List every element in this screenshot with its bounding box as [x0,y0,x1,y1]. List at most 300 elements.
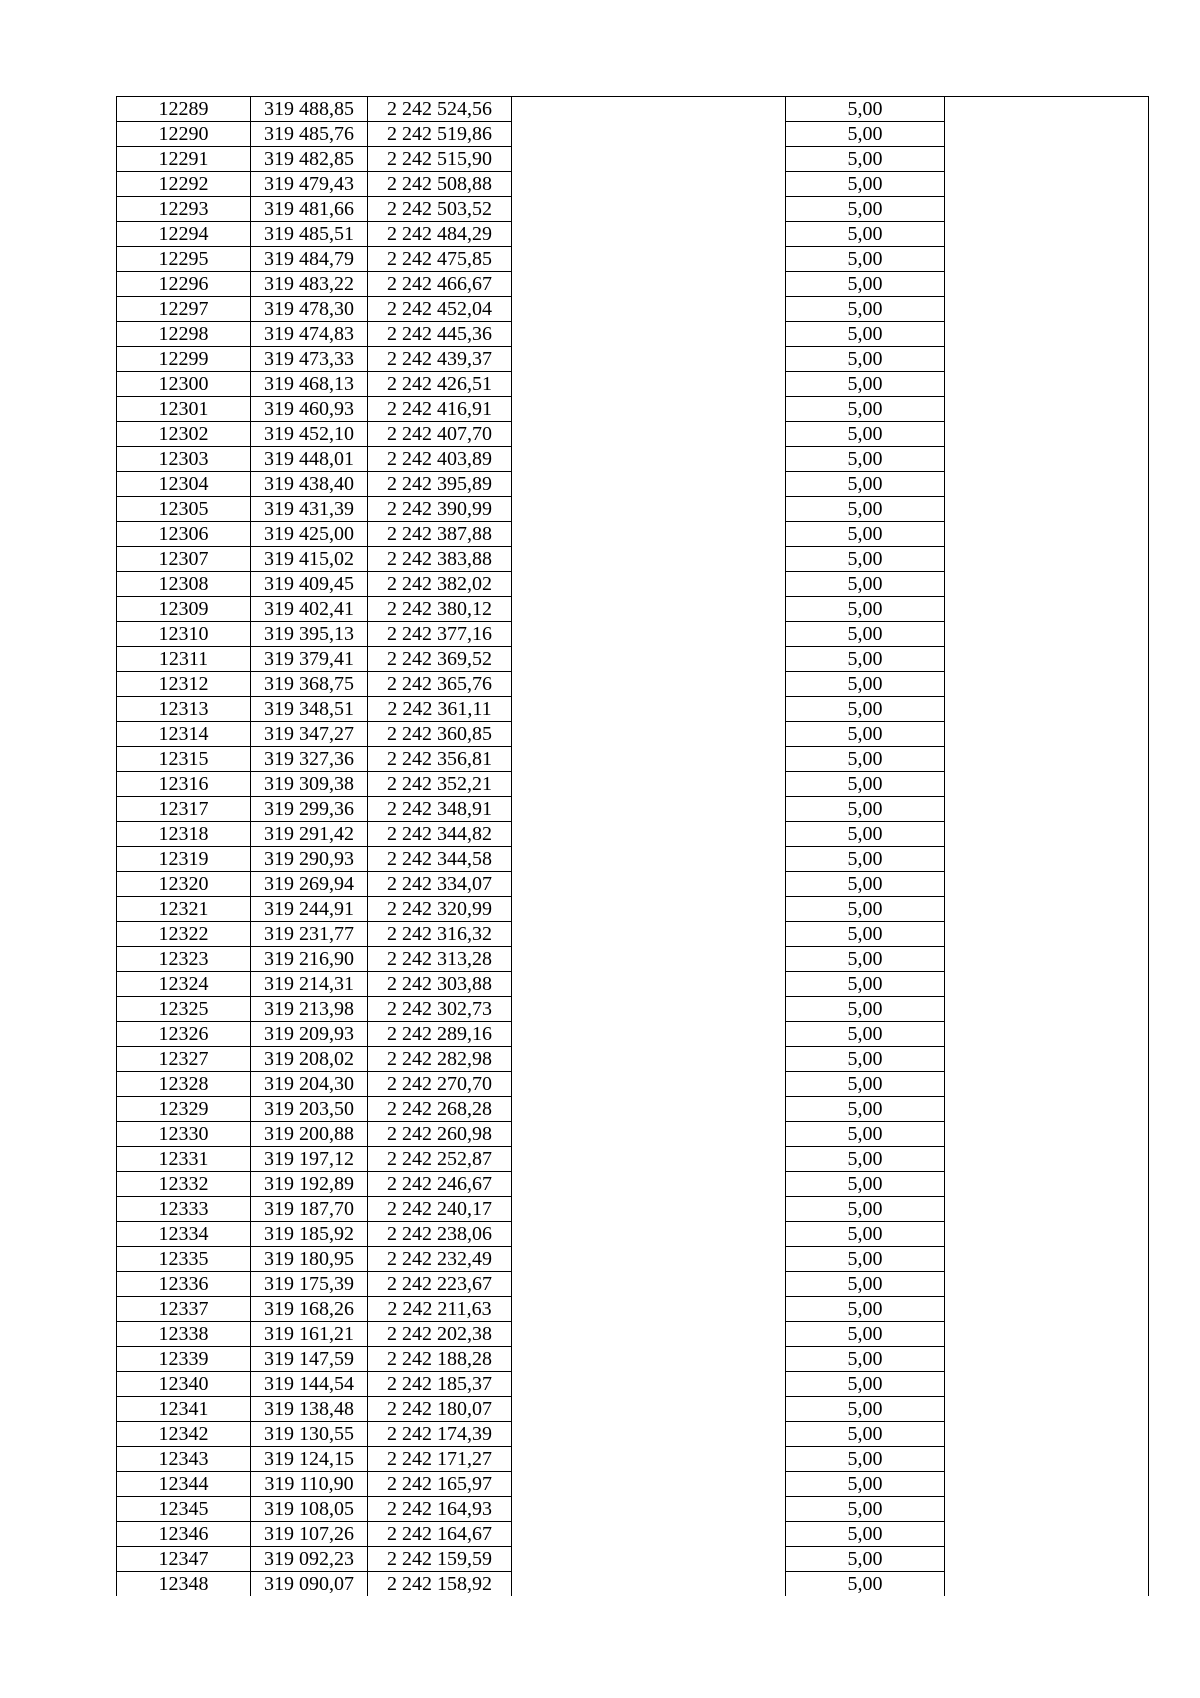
blank-cell [512,622,786,647]
point-number-cell: 12339 [117,1347,251,1372]
y-coordinate-cell: 2 242 416,91 [368,397,512,422]
accuracy-cell: 5,00 [786,672,945,697]
accuracy-cell: 5,00 [786,947,945,972]
table-row [117,1322,1149,1347]
note-cell [945,1572,1149,1597]
x-coordinate-cell: 319 431,39 [251,497,368,522]
accuracy-cell: 5,00 [786,1247,945,1272]
note-cell [945,872,1149,897]
table-row [117,1122,1149,1147]
note-cell [945,472,1149,497]
blank-cell [512,397,786,422]
coordinates-table-body [117,97,1149,1597]
table-row [117,1072,1149,1097]
note-cell [945,147,1149,172]
note-cell [945,597,1149,622]
table-row [117,297,1149,322]
accuracy-cell: 5,00 [786,847,945,872]
table-row [117,172,1149,197]
accuracy-cell: 5,00 [786,1472,945,1497]
table-row [117,1522,1149,1547]
table-row [117,947,1149,972]
note-cell [945,897,1149,922]
accuracy-cell: 5,00 [786,372,945,397]
table-row [117,1347,1149,1372]
x-coordinate-cell: 319 216,90 [251,947,368,972]
y-coordinate-cell: 2 242 320,99 [368,897,512,922]
point-number-cell: 12303 [117,447,251,472]
table-row [117,597,1149,622]
point-number-cell: 12291 [117,147,251,172]
note-cell [945,397,1149,422]
accuracy-cell: 5,00 [786,1222,945,1247]
accuracy-cell: 5,00 [786,772,945,797]
table-row [117,147,1149,172]
accuracy-cell: 5,00 [786,122,945,147]
y-coordinate-cell: 2 242 475,85 [368,247,512,272]
blank-cell [512,822,786,847]
note-cell [945,1222,1149,1247]
note-cell [945,272,1149,297]
note-cell [945,1372,1149,1397]
point-number-cell: 12298 [117,322,251,347]
accuracy-cell: 5,00 [786,597,945,622]
x-coordinate-cell: 319 269,94 [251,872,368,897]
blank-cell [512,847,786,872]
y-coordinate-cell: 2 242 484,29 [368,222,512,247]
table-row [117,872,1149,897]
point-number-cell: 12344 [117,1472,251,1497]
blank-cell [512,472,786,497]
note-cell [945,1022,1149,1047]
note-cell [945,97,1149,122]
point-number-cell: 12313 [117,697,251,722]
x-coordinate-cell: 319 479,43 [251,172,368,197]
y-coordinate-cell: 2 242 268,28 [368,1097,512,1122]
x-coordinate-cell: 319 488,85 [251,97,368,122]
blank-cell [512,97,786,122]
table-row [117,1022,1149,1047]
note-cell [945,1122,1149,1147]
point-number-cell: 12327 [117,1047,251,1072]
table-row [117,272,1149,297]
x-coordinate-cell: 319 203,50 [251,1097,368,1122]
y-coordinate-cell: 2 242 360,85 [368,722,512,747]
table-row [117,747,1149,772]
x-coordinate-cell: 319 485,76 [251,122,368,147]
note-cell [945,822,1149,847]
table-row [117,1472,1149,1497]
note-cell [945,197,1149,222]
blank-cell [512,1297,786,1322]
table-row [117,1247,1149,1272]
blank-cell [512,672,786,697]
accuracy-cell: 5,00 [786,897,945,922]
y-coordinate-cell: 2 242 508,88 [368,172,512,197]
table-row [117,472,1149,497]
note-cell [945,997,1149,1022]
blank-cell [512,297,786,322]
point-number-cell: 12317 [117,797,251,822]
x-coordinate-cell: 319 348,51 [251,697,368,722]
blank-cell [512,247,786,272]
point-number-cell: 12296 [117,272,251,297]
table-row [117,572,1149,597]
blank-cell [512,1472,786,1497]
y-coordinate-cell: 2 242 316,32 [368,922,512,947]
x-coordinate-cell: 319 138,48 [251,1397,368,1422]
table-row [117,347,1149,372]
x-coordinate-cell: 319 192,89 [251,1172,368,1197]
y-coordinate-cell: 2 242 452,04 [368,297,512,322]
point-number-cell: 12333 [117,1197,251,1222]
y-coordinate-cell: 2 242 377,16 [368,622,512,647]
blank-cell [512,997,786,1022]
note-cell [945,447,1149,472]
table-row [117,1147,1149,1172]
x-coordinate-cell: 319 379,41 [251,647,368,672]
note-cell [945,522,1149,547]
blank-cell [512,1097,786,1122]
x-coordinate-cell: 319 187,70 [251,1197,368,1222]
table-row [117,997,1149,1022]
point-number-cell: 12289 [117,97,251,122]
blank-cell [512,1522,786,1547]
y-coordinate-cell: 2 242 282,98 [368,1047,512,1072]
blank-cell [512,1547,786,1572]
y-coordinate-cell: 2 242 171,27 [368,1447,512,1472]
accuracy-cell: 5,00 [786,1547,945,1572]
x-coordinate-cell: 319 395,13 [251,622,368,647]
point-number-cell: 12295 [117,247,251,272]
table-row [117,422,1149,447]
table-row [117,972,1149,997]
note-cell [945,1172,1149,1197]
note-cell [945,1472,1149,1497]
x-coordinate-cell: 319 481,66 [251,197,368,222]
point-number-cell: 12320 [117,872,251,897]
x-coordinate-cell: 319 147,59 [251,1347,368,1372]
note-cell [945,747,1149,772]
accuracy-cell: 5,00 [786,1522,945,1547]
y-coordinate-cell: 2 242 188,28 [368,1347,512,1372]
note-cell [945,297,1149,322]
y-coordinate-cell: 2 242 382,02 [368,572,512,597]
point-number-cell: 12305 [117,497,251,522]
accuracy-cell: 5,00 [786,697,945,722]
blank-cell [512,1447,786,1472]
point-number-cell: 12292 [117,172,251,197]
x-coordinate-cell: 319 110,90 [251,1472,368,1497]
x-coordinate-cell: 319 231,77 [251,922,368,947]
accuracy-cell: 5,00 [786,1072,945,1097]
y-coordinate-cell: 2 242 403,89 [368,447,512,472]
note-cell [945,1322,1149,1347]
table-row [117,1222,1149,1247]
point-number-cell: 12343 [117,1447,251,1472]
accuracy-cell: 5,00 [786,522,945,547]
x-coordinate-cell: 319 209,93 [251,1022,368,1047]
point-number-cell: 12341 [117,1397,251,1422]
blank-cell [512,147,786,172]
y-coordinate-cell: 2 242 232,49 [368,1247,512,1272]
x-coordinate-cell: 319 473,33 [251,347,368,372]
table-row [117,1172,1149,1197]
accuracy-cell: 5,00 [786,822,945,847]
accuracy-cell: 5,00 [786,797,945,822]
note-cell [945,672,1149,697]
y-coordinate-cell: 2 242 439,37 [368,347,512,372]
x-coordinate-cell: 319 290,93 [251,847,368,872]
point-number-cell: 12297 [117,297,251,322]
y-coordinate-cell: 2 242 252,87 [368,1147,512,1172]
y-coordinate-cell: 2 242 158,92 [368,1572,512,1597]
table-row [117,1047,1149,1072]
point-number-cell: 12314 [117,722,251,747]
x-coordinate-cell: 319 161,21 [251,1322,368,1347]
x-coordinate-cell: 319 402,41 [251,597,368,622]
y-coordinate-cell: 2 242 356,81 [368,747,512,772]
note-cell [945,1197,1149,1222]
y-coordinate-cell: 2 242 361,11 [368,697,512,722]
y-coordinate-cell: 2 242 302,73 [368,997,512,1022]
point-number-cell: 12300 [117,372,251,397]
x-coordinate-cell: 319 124,15 [251,1447,368,1472]
y-coordinate-cell: 2 242 270,70 [368,1072,512,1097]
note-cell [945,1047,1149,1072]
table-row [117,697,1149,722]
table-row [117,772,1149,797]
x-coordinate-cell: 319 460,93 [251,397,368,422]
x-coordinate-cell: 319 483,22 [251,272,368,297]
point-number-cell: 12347 [117,1547,251,1572]
note-cell [945,922,1149,947]
point-number-cell: 12326 [117,1022,251,1047]
note-cell [945,247,1149,272]
blank-cell [512,447,786,472]
blank-cell [512,1072,786,1097]
point-number-cell: 12336 [117,1272,251,1297]
point-number-cell: 12328 [117,1072,251,1097]
y-coordinate-cell: 2 242 159,59 [368,1547,512,1572]
note-cell [945,322,1149,347]
point-number-cell: 12322 [117,922,251,947]
note-cell [945,347,1149,372]
x-coordinate-cell: 319 244,91 [251,897,368,922]
point-number-cell: 12325 [117,997,251,1022]
accuracy-cell: 5,00 [786,1097,945,1122]
blank-cell [512,1022,786,1047]
y-coordinate-cell: 2 242 344,58 [368,847,512,872]
note-cell [945,222,1149,247]
point-number-cell: 12321 [117,897,251,922]
x-coordinate-cell: 319 130,55 [251,1422,368,1447]
x-coordinate-cell: 319 291,42 [251,822,368,847]
point-number-cell: 12330 [117,1122,251,1147]
point-number-cell: 12319 [117,847,251,872]
accuracy-cell: 5,00 [786,1497,945,1522]
point-number-cell: 12335 [117,1247,251,1272]
point-number-cell: 12329 [117,1097,251,1122]
accuracy-cell: 5,00 [786,922,945,947]
point-number-cell: 12331 [117,1147,251,1172]
x-coordinate-cell: 319 409,45 [251,572,368,597]
note-cell [945,847,1149,872]
x-coordinate-cell: 319 185,92 [251,1222,368,1247]
table-row [117,197,1149,222]
blank-cell [512,1397,786,1422]
blank-cell [512,897,786,922]
accuracy-cell: 5,00 [786,1422,945,1447]
table-row [117,497,1149,522]
table-row [117,1272,1149,1297]
blank-cell [512,872,786,897]
x-coordinate-cell: 319 107,26 [251,1522,368,1547]
accuracy-cell: 5,00 [786,247,945,272]
y-coordinate-cell: 2 242 524,56 [368,97,512,122]
accuracy-cell: 5,00 [786,1572,945,1597]
y-coordinate-cell: 2 242 164,93 [368,1497,512,1522]
blank-cell [512,1222,786,1247]
point-number-cell: 12348 [117,1572,251,1597]
accuracy-cell: 5,00 [786,397,945,422]
accuracy-cell: 5,00 [786,1272,945,1297]
blank-cell [512,597,786,622]
table-row [117,822,1149,847]
table-row [117,897,1149,922]
blank-cell [512,1122,786,1147]
point-number-cell: 12332 [117,1172,251,1197]
table-row [117,397,1149,422]
point-number-cell: 12308 [117,572,251,597]
point-number-cell: 12293 [117,197,251,222]
accuracy-cell: 5,00 [786,222,945,247]
blank-cell [512,497,786,522]
y-coordinate-cell: 2 242 202,38 [368,1322,512,1347]
y-coordinate-cell: 2 242 348,91 [368,797,512,822]
table-row [117,1422,1149,1447]
blank-cell [512,122,786,147]
accuracy-cell: 5,00 [786,747,945,772]
y-coordinate-cell: 2 242 223,67 [368,1272,512,1297]
y-coordinate-cell: 2 242 407,70 [368,422,512,447]
point-number-cell: 12306 [117,522,251,547]
x-coordinate-cell: 319 474,83 [251,322,368,347]
accuracy-cell: 5,00 [786,547,945,572]
x-coordinate-cell: 319 415,02 [251,547,368,572]
accuracy-cell: 5,00 [786,572,945,597]
note-cell [945,622,1149,647]
blank-cell [512,947,786,972]
x-coordinate-cell: 319 438,40 [251,472,368,497]
y-coordinate-cell: 2 242 426,51 [368,372,512,397]
y-coordinate-cell: 2 242 289,16 [368,1022,512,1047]
blank-cell [512,747,786,772]
y-coordinate-cell: 2 242 466,67 [368,272,512,297]
y-coordinate-cell: 2 242 246,67 [368,1172,512,1197]
table-row [117,922,1149,947]
y-coordinate-cell: 2 242 334,07 [368,872,512,897]
table-row [117,222,1149,247]
blank-cell [512,1572,786,1597]
table-row [117,1572,1149,1597]
x-coordinate-cell: 319 197,12 [251,1147,368,1172]
point-number-cell: 12318 [117,822,251,847]
point-number-cell: 12301 [117,397,251,422]
accuracy-cell: 5,00 [786,972,945,997]
y-coordinate-cell: 2 242 344,82 [368,822,512,847]
note-cell [945,572,1149,597]
x-coordinate-cell: 319 368,75 [251,672,368,697]
point-number-cell: 12290 [117,122,251,147]
y-coordinate-cell: 2 242 387,88 [368,522,512,547]
accuracy-cell: 5,00 [786,1172,945,1197]
blank-cell [512,372,786,397]
blank-cell [512,547,786,572]
table-row [117,1372,1149,1397]
x-coordinate-cell: 319 090,07 [251,1572,368,1597]
table-row [117,797,1149,822]
blank-cell [512,347,786,372]
note-cell [945,972,1149,997]
blank-cell [512,522,786,547]
point-number-cell: 12294 [117,222,251,247]
note-cell [945,1422,1149,1447]
note-cell [945,1522,1149,1547]
accuracy-cell: 5,00 [786,472,945,497]
table-row [117,1497,1149,1522]
x-coordinate-cell: 319 175,39 [251,1272,368,1297]
blank-cell [512,972,786,997]
x-coordinate-cell: 319 180,95 [251,1247,368,1272]
accuracy-cell: 5,00 [786,447,945,472]
table-row [117,1447,1149,1472]
point-number-cell: 12324 [117,972,251,997]
accuracy-cell: 5,00 [786,1197,945,1222]
x-coordinate-cell: 319 448,01 [251,447,368,472]
point-number-cell: 12337 [117,1297,251,1322]
x-coordinate-cell: 319 299,36 [251,797,368,822]
blank-cell [512,1047,786,1072]
blank-cell [512,922,786,947]
note-cell [945,1097,1149,1122]
blank-cell [512,722,786,747]
table-row [117,1547,1149,1572]
accuracy-cell: 5,00 [786,1022,945,1047]
y-coordinate-cell: 2 242 365,76 [368,672,512,697]
x-coordinate-cell: 319 425,00 [251,522,368,547]
blank-cell [512,1272,786,1297]
blank-cell [512,647,786,672]
x-coordinate-cell: 319 309,38 [251,772,368,797]
y-coordinate-cell: 2 242 503,52 [368,197,512,222]
note-cell [945,722,1149,747]
y-coordinate-cell: 2 242 352,21 [368,772,512,797]
accuracy-cell: 5,00 [786,422,945,447]
note-cell [945,1447,1149,1472]
note-cell [945,1497,1149,1522]
blank-cell [512,797,786,822]
x-coordinate-cell: 319 452,10 [251,422,368,447]
point-number-cell: 12315 [117,747,251,772]
accuracy-cell: 5,00 [786,722,945,747]
blank-cell [512,422,786,447]
accuracy-cell: 5,00 [786,497,945,522]
y-coordinate-cell: 2 242 369,52 [368,647,512,672]
blank-cell [512,697,786,722]
note-cell [945,1347,1149,1372]
y-coordinate-cell: 2 242 165,97 [368,1472,512,1497]
